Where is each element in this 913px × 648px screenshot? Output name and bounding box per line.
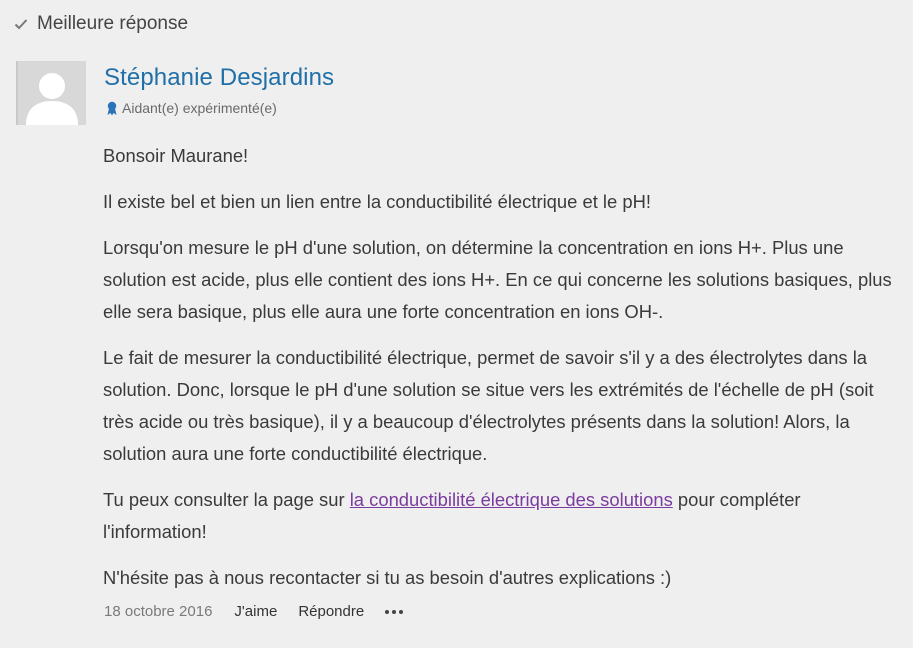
paragraph-conductivity-explanation: Le fait de mesurer la conductibilité électrique, permet de savoir s'il y a des électrolytes dans la solution. Donc, lorsque le pH d'une solution se situe vers les extrémités de l'échelle de pH (soit très acide ou très basique), il y a beaucoup d'électrolytes présents dans la solution! Alors, la solution aura une forte conductibilité électrique.	[103, 347, 874, 464]
post-date: 18 octobre 2016	[104, 603, 213, 620]
like-button[interactable]: J'aime	[234, 603, 278, 620]
answer-body	[103, 140, 893, 608]
ellipsis-dot	[392, 610, 396, 614]
ellipsis-dot	[399, 610, 403, 614]
best-answer-label: Meilleure réponse	[37, 13, 189, 34]
default-user-avatar-icon	[18, 61, 86, 125]
paragraph-reference	[103, 484, 893, 548]
avatar[interactable]	[16, 61, 86, 125]
ellipsis-dot	[385, 610, 389, 614]
author-role-label: Aidant(e) expérimenté(e)	[122, 100, 277, 116]
ribbon-icon	[106, 101, 118, 116]
paragraph-greeting: Bonsoir Maurane!	[103, 145, 249, 166]
paragraph-closing: N'hésite pas à nous recontacter si tu as besoin d'autres explications :)	[103, 567, 672, 588]
checkmark-icon	[14, 17, 28, 31]
reference-text-after: pour compléter l'information!	[103, 489, 801, 542]
author-role	[106, 100, 277, 116]
post-footer	[104, 603, 403, 620]
paragraph-intro: Il existe bel et bien un lien entre la conductibilité électrique et le pH!	[103, 191, 651, 212]
paragraph-ph-explanation: Lorsqu'on mesure le pH d'une solution, on détermine la concentration en ions H+. Plus une solution est acide, plus elle contient des ions H+. En ce qui concerne les solutions basiques, plus elle sera basique, plus elle aura une forte concentration en ions OH-.	[103, 237, 892, 322]
conductivity-page-link[interactable]: la conductibilité électrique des solutions	[349, 489, 673, 510]
author-name-link[interactable]: Stéphanie Desjardins	[104, 64, 335, 91]
reference-text-before: Tu peux consulter la page sur	[103, 489, 350, 510]
reply-button[interactable]: Répondre	[298, 603, 365, 620]
ellipsis-icon[interactable]	[385, 608, 403, 616]
best-answer-header	[14, 13, 188, 35]
